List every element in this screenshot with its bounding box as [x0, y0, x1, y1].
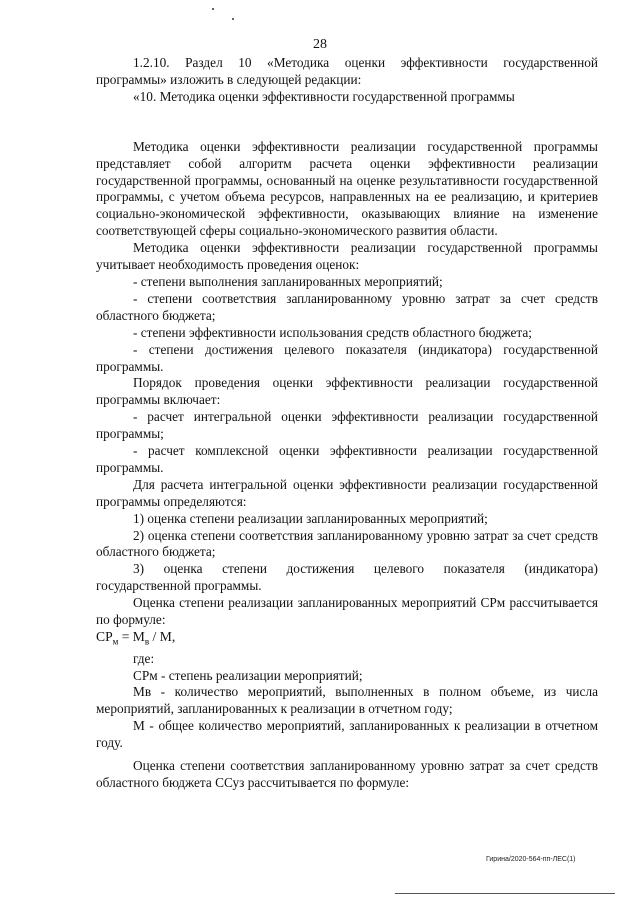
definition-item: СРм - степень реализации мероприятий; [133, 667, 363, 683]
scan-speck [232, 18, 234, 20]
list-item: 1) оценка степени реализации запланированных мероприятий; [133, 510, 488, 526]
paragraph: 1.2.10. Раздел 10 «Методика оценки эффективности государственной программы» изложить в следующей редакции: [96, 55, 598, 87]
list-item: - расчет комплексной оценки эффективности реализации государственной программы. [96, 443, 598, 475]
formula-rhs-a-sub: в [144, 636, 150, 647]
paragraph: Оценка степени соответствия запланированному уровню затрат за счет средств областного бюджета ССуз рассчитывается по формуле: [96, 758, 598, 790]
list-item: - степени достижения целевого показателя (индикатора) государственной программы. [96, 341, 598, 374]
list-item: - расчет интегральной оценки эффективности реализации государственной программы; [96, 409, 598, 442]
formula-lhs-sub: м [112, 636, 119, 647]
definition-item: М - общее количество мероприятий, запланированных к реализации в отчетном году. [96, 718, 598, 751]
list-item: - степени эффективности использования средств областного бюджета; [133, 324, 532, 340]
list-item: 2) оценка степени соответствия запланированному уровню затрат за счет средств областного бюджета; [96, 527, 598, 560]
formula [96, 629, 598, 651]
section-heading: «10. Методика оценки эффективности государственной программы [133, 88, 515, 104]
document-footer: Гирина/2020-564-пп-ЛЕС(1) [486, 856, 576, 863]
definition-item: Мв - количество мероприятий, выполненных в полном объеме, из числа мероприятий, запланированных к реализации в отчетном году; [96, 684, 598, 717]
page-number: 28 [313, 37, 327, 52]
spacer [96, 106, 598, 139]
paragraph: Методика оценки эффективности реализации государственной программы представляет собой алгоритм расчета оценки эффективности реализации государственной программы, основанный на оценке результативности государственной программы, с учетом объема ресурсов, направленных на ее реализацию, и критериев социально-экономической эффективности, оказывающих влияние на изменение соответствующей сферы социально-экономического развития области. [96, 138, 598, 239]
formula-rhs-b: / М, [149, 629, 176, 644]
paragraph: Для расчета интегральной оценки эффективности реализации государственной программы определяются: [96, 476, 598, 509]
where-label: где: [133, 650, 155, 666]
formula-lhs: СР [96, 629, 113, 644]
list-item: - степени соответствия запланированному уровню затрат за счет средств областного бюджета; [96, 290, 598, 323]
paragraph: Методика оценки эффективности реализации государственной программы учитывает необходимость проведения оценок: [96, 240, 598, 273]
scan-speck [212, 8, 214, 10]
scan-divider [395, 893, 615, 894]
paragraph: Оценка степени реализации запланированных мероприятий СРм рассчитывается по формуле: [96, 595, 598, 628]
list-item: - степени выполнения запланированных мероприятий; [133, 273, 443, 289]
document-body [96, 55, 598, 792]
list-item: 3) оценка степени достижения целевого показателя (индикатора) государственной программы. [96, 561, 598, 594]
formula-rhs-a: = М [118, 629, 145, 644]
paragraph: Порядок проведения оценки эффективности реализации государственной программы включает: [96, 375, 598, 408]
